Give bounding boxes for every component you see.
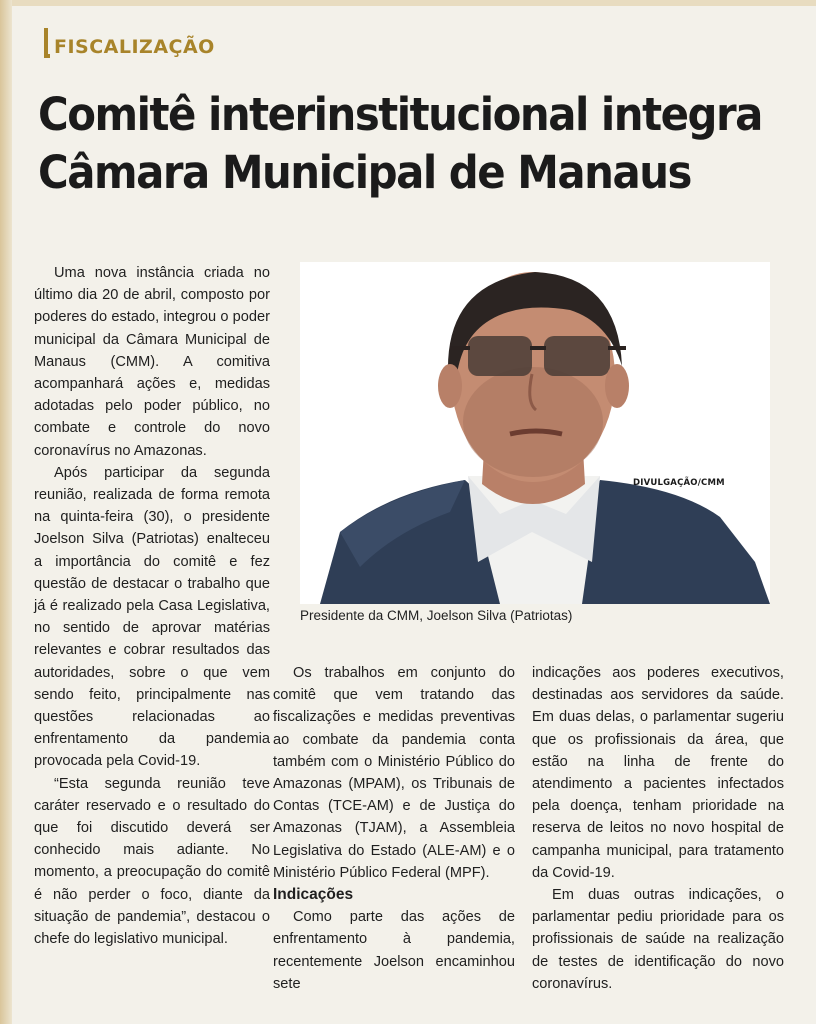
article-paragraph: “Esta segunda reunião teve caráter reservado e o resultado do que foi discutido deverá ser conhecido mais adiante. No momento, a preocupação do comitê é não perder o foco, diante da situação de pandemia”, destacou o chefe do legislativo municipal. — [34, 775, 270, 948]
article-paragraph: Em duas outras indicações, o parlamentar pediu prioridade para os profissionais de saúde na realização de testes de identificação do novo coronavírus. — [532, 887, 784, 992]
headline-line-1: Comitê interinstitucional integra — [38, 88, 762, 141]
section-label: FISCALIZAÇÃO — [54, 36, 215, 58]
photo-credit: DIVULGAÇÃO/CMM — [633, 478, 725, 488]
article-paragraph: indicações aos poderes executivos, destinadas aos servidores da saúde. Em duas delas, o parlamentar sugeriu que os profissionais da área, que estão na linha de frente do atendimento a pacientes infectados pela doença, tenham prioridade na reserva de leitos no novo hospital de campanha municipal, para tratamento da Covid-19. — [532, 665, 784, 881]
section-tag — [44, 26, 215, 58]
article-paragraph: Uma nova instância criada no último dia 20 de abril, composto por poderes do estado, integrou o poder municipal da Câmara Municipal de Manaus (CMM). A comitiva acompanhará ações e, medidas adotadas pelo poder público, no combate e controle do novo coronavírus no Amazonas. — [34, 265, 270, 459]
page-binding-edge — [0, 0, 12, 1024]
article-column-1 — [34, 262, 270, 950]
section-mark-icon — [44, 28, 50, 58]
photo-caption: Presidente da CMM, Joelson Silva (Patriotas) — [300, 608, 573, 623]
article-paragraph: Após participar da segunda reunião, realizada de forma remota na quinta-feira (30), o presidente Joelson Silva (Patriotas) enalteceu a importância do comitê e fez questão de destacar o trabalho que já é realizado pela Casa Legislativa, no sentido de aprovar matérias relevantes e cobrar resultados das autoridades, sobre o que vem sendo feito, principalmente nas questões relacionadas ao enfrentamento da pandemia provocada pela Covid-19. — [34, 464, 270, 770]
portrait-illustration — [300, 262, 770, 604]
section-subhead: Indicações — [273, 886, 354, 904]
page-top-edge — [0, 0, 816, 6]
article-paragraph: Os trabalhos em conjunto do comitê que vem tratando das fiscalizações e medidas preventivas ao combate da pandemia conta também com o Ministério Público do Amazonas (MPAM), os Tribunais de Contas (TCE-AM) e de Justiça do Amazonas (TJAM), a Assembleia Legislativa do Estado (ALE-AM) e o Ministério Público Federal (MPF). — [273, 665, 515, 881]
article-column-3 — [532, 662, 784, 995]
article-column-2 — [273, 662, 515, 995]
headline — [38, 86, 762, 202]
article-photo — [300, 262, 770, 604]
article-paragraph: Como parte das ações de enfrentamento à pandemia, recentemente Joelson encaminhou sete — [273, 909, 515, 992]
headline-line-2: Câmara Municipal de Manaus — [38, 146, 691, 199]
